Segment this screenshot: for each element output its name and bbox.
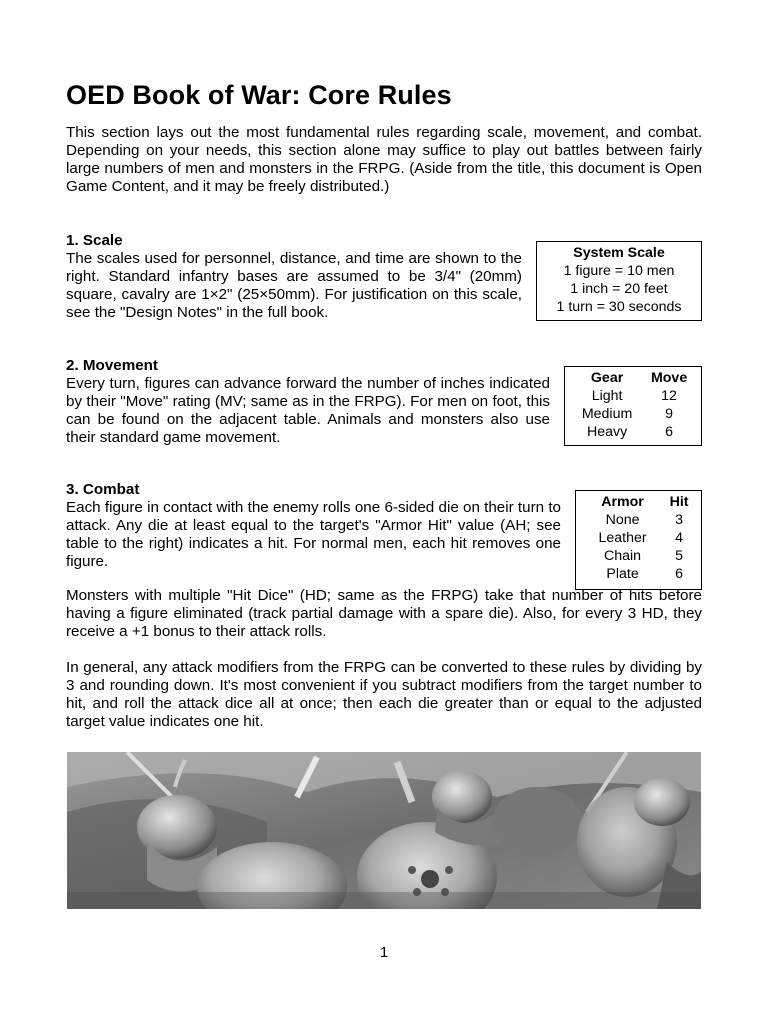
armor-cell: Leather <box>598 530 647 546</box>
header-hit: Hit <box>669 494 689 510</box>
scale-heading: 1. Scale <box>66 232 123 249</box>
gear-cell: Medium <box>581 406 633 422</box>
system-scale-box <box>536 241 702 321</box>
movement-table-box <box>564 366 702 446</box>
movement-heading: 2. Movement <box>66 357 158 374</box>
system-scale-row: 1 inch = 20 feet <box>570 281 668 297</box>
combat-heading: 3. Combat <box>66 481 140 498</box>
header-gear: Gear <box>590 370 624 386</box>
system-scale-row: 1 figure = 10 men <box>563 263 675 279</box>
movement-text: Every turn, figures can advance forward the number of inches indicated by their "Move" rating (MV; same as in the FRPG). For men on foot, this can be found on the adjacent table. Animals and monsters also use their standard game movement. <box>66 375 550 446</box>
table-row <box>582 529 695 547</box>
table-header-row <box>582 493 695 511</box>
intro-paragraph: This section lays out the most fundamental rules regarding scale, movement, and combat. Depending on your needs, this section alone may suffice to play out battles between fairly large numbers of men and monsters in the FRPG. (Aside from the title, this document is Open Game Content, and it may be freely distributed.) <box>66 124 702 195</box>
system-scale-row: 1 turn = 30 seconds <box>556 299 682 315</box>
move-cell: 12 <box>661 388 677 404</box>
hit-cell: 4 <box>675 530 683 546</box>
combat-text-2: Monsters with multiple "Hit Dice" (HD; same as the FRPG) take that number of hits before having a figure eliminated (track partial damage with a spare die). Also, for every 3 HD, they receive a +1 bonus to their attack rolls. <box>66 587 702 640</box>
scale-section <box>66 232 522 322</box>
combat-text-1: Each figure in contact with the enemy rolls one 6-sided die on their turn to attack. Any die at least equal to the target's "Armor Hit" value (AH; see table to the right) indicates a hit. For normal men, each hit removes one figure. <box>66 499 561 570</box>
table-row <box>582 511 695 529</box>
movement-table <box>571 369 695 441</box>
scale-text: The scales used for personnel, distance, and time are shown to the right. Standard infantry bases are assumed to be 3/4" (20mm) square, cavalry are 1×2" (25×50mm). For justification on this scale, see the "Design Notes" in the full book. <box>66 250 522 321</box>
table-row <box>582 547 695 565</box>
table-row <box>571 387 695 405</box>
move-cell: 9 <box>665 406 674 422</box>
armor-cell: None <box>605 512 640 528</box>
page-number: 1 <box>379 944 389 961</box>
movement-section <box>66 357 550 447</box>
page-title: OED Book of War: Core Rules <box>66 80 452 110</box>
header-armor: Armor <box>601 494 644 510</box>
table-row <box>571 405 695 423</box>
move-cell: 6 <box>665 424 674 440</box>
combat-text-3: In general, any attack modifiers from the FRPG can be converted to these rules by dividing by 3 and rounding down. It's most convenient if you subtract modifiers from the target number to hit, and roll the attack dice all at once; then each die greater than or equal to the adjusted target value indicates one hit. <box>66 659 702 730</box>
hit-cell: 6 <box>675 566 683 582</box>
table-row <box>582 565 695 583</box>
hit-cell: 5 <box>675 548 683 564</box>
hit-cell: 3 <box>675 512 683 528</box>
system-scale-title: System Scale <box>573 245 665 261</box>
table-row <box>571 423 695 441</box>
gear-cell: Light <box>591 388 623 404</box>
armor-table <box>582 493 695 583</box>
battle-illustration <box>67 752 701 909</box>
header-move: Move <box>650 370 688 386</box>
armor-cell: Plate <box>606 566 639 582</box>
armor-cell: Chain <box>604 548 642 564</box>
combat-section <box>66 481 561 571</box>
table-header-row <box>571 369 695 387</box>
gear-cell: Heavy <box>586 424 628 440</box>
armor-table-box <box>575 490 702 590</box>
